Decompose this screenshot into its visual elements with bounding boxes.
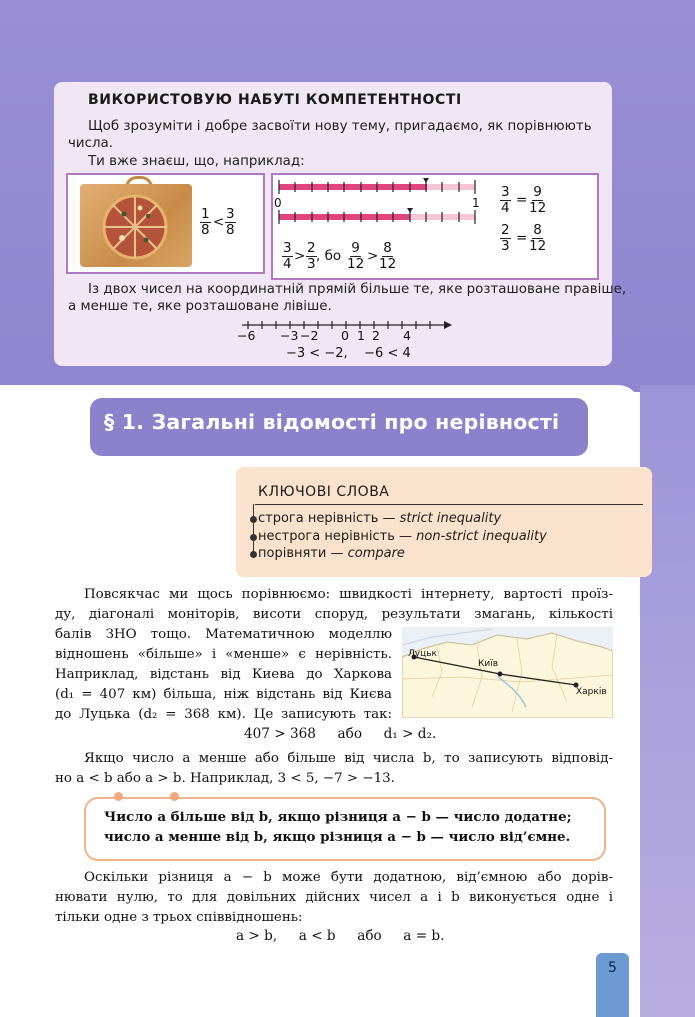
pizza-fraction-right: $\frac{3}{8}$ bbox=[226, 206, 235, 238]
formula-distances: 407 > 368 або d₁ > d₂. bbox=[244, 726, 437, 742]
axis-label-4: 4 bbox=[403, 328, 411, 343]
page-number: 5 bbox=[608, 960, 617, 976]
keyword-strict: строга нерівність — strict inequality bbox=[258, 511, 502, 526]
axis-label-0: 0 bbox=[341, 328, 349, 343]
body-paragraph3-line1: Оскільки різниця a − b може бути додатною, від’ємною або дорів- bbox=[84, 870, 613, 885]
equiv2-left-fraction: $\frac{2}{3}$ bbox=[501, 222, 510, 254]
ukraine-map bbox=[402, 627, 613, 718]
axis-label-minus2: −2 bbox=[300, 328, 319, 343]
keyword-bullet bbox=[250, 516, 257, 523]
axis-label-minus6: −6 bbox=[237, 328, 256, 343]
keywords-underline bbox=[255, 504, 643, 505]
compare-greater-sign-2: > bbox=[367, 248, 379, 264]
map-label-kharkiv: Харків bbox=[576, 687, 607, 697]
compare-fraction-a: $\frac{3}{4}$ bbox=[283, 240, 292, 272]
formula-trichotomy: a > b, a < b або a = b. bbox=[236, 928, 445, 944]
compare-fraction-b: $\frac{2}{3}$ bbox=[307, 240, 316, 272]
competence-rule-line2: а менше те, яке розташоване лівіше. bbox=[68, 299, 332, 314]
body-paragraph1-line5: Наприклад, відстань від Киева до Харкова bbox=[55, 667, 392, 682]
pizza-fraction-left: $\frac{1}{8}$ bbox=[201, 206, 210, 238]
compare-because: , бо bbox=[316, 248, 342, 264]
body-paragraph3-line2: нювати нулю, то для довільних дійсних чисел a і b виконується одне і bbox=[55, 890, 613, 905]
map-drawing bbox=[402, 627, 613, 718]
equiv1-equals: = bbox=[516, 192, 528, 208]
competence-intro-line2: числа. bbox=[68, 136, 113, 151]
equiv2-right-fraction: $\frac{8}{12}$ bbox=[529, 222, 547, 254]
body-paragraph1-line7: до Луцька (d₂ = 368 км). Це записують так: bbox=[55, 707, 392, 722]
body-paragraph1-line2: ду, діагоналі моніторів, висоти споруд, результати змагань, кількості bbox=[55, 607, 613, 622]
keyword-non-strict: нестрога нерівність — non-strict inequality bbox=[258, 529, 547, 544]
compare-fraction-d: $\frac{8}{12}$ bbox=[379, 240, 397, 272]
keyword-bullet bbox=[250, 551, 257, 558]
body-paragraph1-line4: відношень «більше» і «менше» є нерівність. bbox=[55, 647, 392, 662]
definition-line1: Число a більше від b, якщо різниця a − b — число додатне; bbox=[104, 809, 572, 825]
equiv2-equals: = bbox=[516, 230, 528, 246]
equiv1-right-fraction: $\frac{9}{12}$ bbox=[529, 184, 547, 216]
body-paragraph3-line3: тільки одне з трьох співвідношень: bbox=[55, 910, 303, 925]
pizza-image bbox=[100, 192, 170, 262]
keyword-bullet bbox=[250, 534, 257, 541]
axis-label-minus3: −3 bbox=[280, 328, 299, 343]
keyword-compare: порівняти — compare bbox=[258, 546, 405, 561]
definition-box-dot bbox=[114, 792, 123, 801]
competence-example-intro: Ти вже знаєш, що, наприклад: bbox=[88, 154, 305, 169]
body-paragraph1-line1: Повсякчас ми щось порівнюємо: швидкості інтернету, вартості проїз- bbox=[84, 587, 613, 602]
numberline-zero-label: 0 bbox=[274, 196, 282, 210]
body-paragraph2-line1: Якщо число a менше або більше від числа b, то записують відповід- bbox=[84, 751, 613, 766]
definition-box-dot bbox=[170, 792, 179, 801]
section-title: § 1. Загальні відомості про нерівності bbox=[104, 410, 560, 434]
definition-line2: число a менше від b, якщо різниця a − b — число від’ємне. bbox=[104, 829, 571, 845]
keywords-title: КЛЮЧОВІ СЛОВА bbox=[258, 484, 390, 500]
body-paragraph1-line6: (d₁ = 407 км) більша, ніж відстань від Києва bbox=[55, 687, 392, 702]
compare-greater-sign-1: > bbox=[294, 248, 306, 264]
axis-label-2: 2 bbox=[372, 328, 380, 343]
equiv1-left-fraction: $\frac{3}{4}$ bbox=[501, 184, 510, 216]
compare-fraction-c: $\frac{9}{12}$ bbox=[347, 240, 365, 272]
map-label-lutsk: Луцьк bbox=[408, 649, 437, 659]
keywords-bracket bbox=[253, 504, 254, 556]
fraction-number-lines bbox=[276, 178, 486, 230]
competence-intro-line1: Щоб зрозуміти і добре засвоїти нову тему, пригадаємо, як порівнюють bbox=[88, 119, 592, 134]
map-label-kyiv: Київ bbox=[478, 659, 499, 669]
axis-label-1: 1 bbox=[357, 328, 365, 343]
axis-example: −3 < −2, −6 < 4 bbox=[286, 346, 411, 361]
competence-rule-line1: Із двох чисел на координатній прямій більше те, яке розташоване правіше, bbox=[88, 282, 627, 297]
body-paragraph1-line3: балів ЗНО тощо. Математичною моделлю bbox=[55, 627, 392, 642]
pizza-less-sign: < bbox=[213, 214, 225, 230]
numberline-one-label: 1 bbox=[472, 196, 480, 210]
competence-title: ВИКОРИСТОВУЮ НАБУТІ КОМПЕТЕНТНОСТІ bbox=[88, 92, 462, 108]
body-paragraph2-line2: но a < b або a > b. Наприклад, 3 < 5, −7 > −13. bbox=[55, 771, 395, 786]
